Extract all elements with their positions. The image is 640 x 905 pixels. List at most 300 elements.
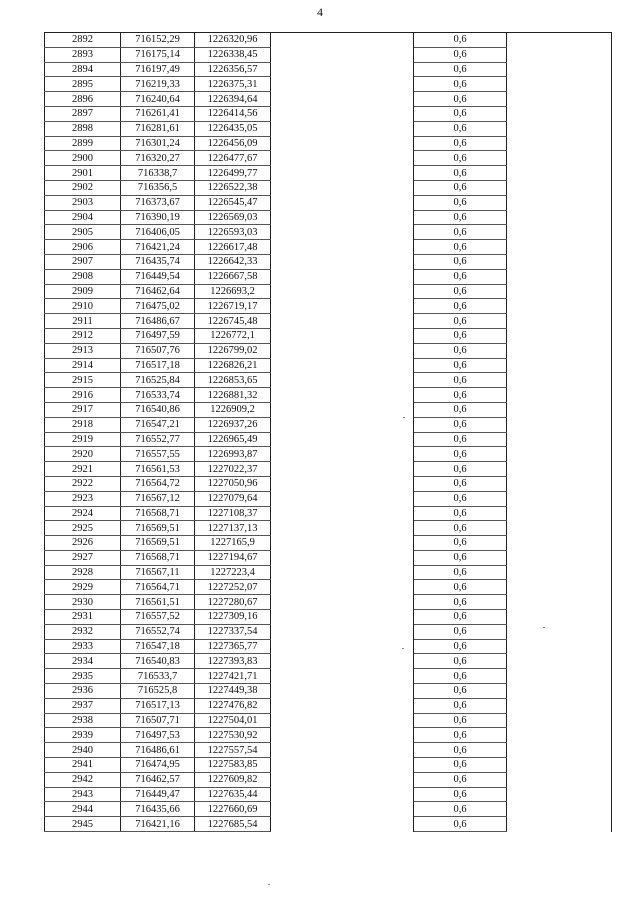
empty-cell [271, 669, 414, 684]
empty-cell [507, 624, 612, 639]
x-coordinate-cell: 716568,71 [121, 550, 195, 565]
y-coordinate-cell: 1226881,32 [195, 388, 271, 403]
empty-cell [507, 166, 612, 181]
point-number-cell: 2906 [45, 240, 121, 255]
y-coordinate-cell: 1226909,2 [195, 402, 271, 417]
y-coordinate-cell: 1226853,65 [195, 373, 271, 388]
value-cell: 0,6 [414, 299, 507, 314]
x-coordinate-cell: 716561,51 [121, 595, 195, 610]
value-cell: 0,6 [414, 151, 507, 166]
value-cell: 0,6 [414, 817, 507, 832]
value-cell: 0,6 [414, 47, 507, 62]
empty-cell [507, 447, 612, 462]
table-row [45, 565, 612, 580]
x-coordinate-cell: 716449,54 [121, 269, 195, 284]
empty-cell [271, 713, 414, 728]
y-coordinate-cell: 1227365,77 [195, 639, 271, 654]
table-row [45, 580, 612, 595]
table-row [45, 343, 612, 358]
empty-cell [271, 580, 414, 595]
empty-cell [271, 639, 414, 654]
x-coordinate-cell: 716301,24 [121, 136, 195, 151]
y-coordinate-cell: 1226477,67 [195, 151, 271, 166]
point-number-cell: 2927 [45, 550, 121, 565]
point-number-cell: 2898 [45, 121, 121, 136]
empty-cell [507, 713, 612, 728]
x-coordinate-cell: 716525,8 [121, 684, 195, 699]
x-coordinate-cell: 716557,52 [121, 610, 195, 625]
y-coordinate-cell: 1227660,69 [195, 802, 271, 817]
empty-cell [271, 402, 414, 417]
y-coordinate-cell: 1227583,85 [195, 758, 271, 773]
x-coordinate-cell: 716486,61 [121, 743, 195, 758]
point-number-cell: 2932 [45, 624, 121, 639]
value-cell: 0,6 [414, 447, 507, 462]
y-coordinate-cell: 1227309,16 [195, 610, 271, 625]
point-number-cell: 2938 [45, 713, 121, 728]
empty-cell [271, 787, 414, 802]
empty-cell [271, 743, 414, 758]
empty-cell [271, 610, 414, 625]
table-row [45, 476, 612, 491]
y-coordinate-cell: 1226320,96 [195, 33, 271, 48]
value-cell: 0,6 [414, 254, 507, 269]
empty-cell [271, 47, 414, 62]
y-coordinate-cell: 1227194,67 [195, 550, 271, 565]
table-row [45, 314, 612, 329]
point-number-cell: 2944 [45, 802, 121, 817]
point-number-cell: 2930 [45, 595, 121, 610]
empty-cell [271, 491, 414, 506]
x-coordinate-cell: 716486,67 [121, 314, 195, 329]
empty-cell [507, 240, 612, 255]
x-coordinate-cell: 716475,02 [121, 299, 195, 314]
value-cell: 0,6 [414, 565, 507, 580]
table-row [45, 269, 612, 284]
y-coordinate-cell: 1227685,54 [195, 817, 271, 832]
empty-cell [271, 136, 414, 151]
table-row [45, 610, 612, 625]
value-cell: 0,6 [414, 180, 507, 195]
empty-cell [507, 462, 612, 477]
x-coordinate-cell: 716356,5 [121, 180, 195, 195]
x-coordinate-cell: 716564,72 [121, 476, 195, 491]
empty-cell [271, 550, 414, 565]
empty-cell [507, 314, 612, 329]
value-cell: 0,6 [414, 358, 507, 373]
point-number-cell: 2897 [45, 106, 121, 121]
y-coordinate-cell: 1227022,37 [195, 462, 271, 477]
empty-cell [271, 432, 414, 447]
y-coordinate-cell: 1226937,26 [195, 417, 271, 432]
value-cell: 0,6 [414, 284, 507, 299]
empty-cell [507, 417, 612, 432]
y-coordinate-cell: 1227530,92 [195, 728, 271, 743]
value-cell: 0,6 [414, 136, 507, 151]
x-coordinate-cell: 716175,14 [121, 47, 195, 62]
value-cell: 0,6 [414, 610, 507, 625]
point-number-cell: 2893 [45, 47, 121, 62]
empty-cell [507, 743, 612, 758]
point-number-cell: 2929 [45, 580, 121, 595]
empty-cell [271, 417, 414, 432]
value-cell: 0,6 [414, 624, 507, 639]
point-number-cell: 2920 [45, 447, 121, 462]
y-coordinate-cell: 1226435,05 [195, 121, 271, 136]
y-coordinate-cell: 1227079,64 [195, 491, 271, 506]
table-row [45, 388, 612, 403]
x-coordinate-cell: 716281,61 [121, 121, 195, 136]
empty-cell [507, 106, 612, 121]
point-number-cell: 2922 [45, 476, 121, 491]
table-row [45, 417, 612, 432]
empty-cell [271, 151, 414, 166]
y-coordinate-cell: 1226338,45 [195, 47, 271, 62]
table-row [45, 373, 612, 388]
scan-speck [403, 417, 405, 418]
y-coordinate-cell: 1226993,87 [195, 447, 271, 462]
empty-cell [271, 654, 414, 669]
y-coordinate-cell: 1227421,71 [195, 669, 271, 684]
x-coordinate-cell: 716435,66 [121, 802, 195, 817]
value-cell: 0,6 [414, 314, 507, 329]
empty-cell [507, 62, 612, 77]
y-coordinate-cell: 1226965,49 [195, 432, 271, 447]
table-row [45, 639, 612, 654]
empty-cell [507, 136, 612, 151]
point-number-cell: 2914 [45, 358, 121, 373]
y-coordinate-cell: 1227557,54 [195, 743, 271, 758]
point-number-cell: 2923 [45, 491, 121, 506]
value-cell: 0,6 [414, 713, 507, 728]
empty-cell [507, 610, 612, 625]
empty-cell [507, 210, 612, 225]
empty-cell [271, 299, 414, 314]
x-coordinate-cell: 716390,19 [121, 210, 195, 225]
y-coordinate-cell: 1226522,38 [195, 180, 271, 195]
x-coordinate-cell: 716564,71 [121, 580, 195, 595]
y-coordinate-cell: 1226772,1 [195, 328, 271, 343]
value-cell: 0,6 [414, 476, 507, 491]
empty-cell [507, 121, 612, 136]
y-coordinate-cell: 1226826,21 [195, 358, 271, 373]
empty-cell [271, 225, 414, 240]
x-coordinate-cell: 716462,57 [121, 772, 195, 787]
point-number-cell: 2913 [45, 343, 121, 358]
empty-cell [271, 521, 414, 536]
empty-cell [271, 476, 414, 491]
y-coordinate-cell: 1226593,03 [195, 225, 271, 240]
value-cell: 0,6 [414, 536, 507, 551]
x-coordinate-cell: 716497,53 [121, 728, 195, 743]
y-coordinate-cell: 1226693,2 [195, 284, 271, 299]
value-cell: 0,6 [414, 92, 507, 107]
table-row [45, 358, 612, 373]
value-cell: 0,6 [414, 388, 507, 403]
point-number-cell: 2936 [45, 684, 121, 699]
y-coordinate-cell: 1226799,02 [195, 343, 271, 358]
empty-cell [507, 787, 612, 802]
x-coordinate-cell: 716240,64 [121, 92, 195, 107]
table-row [45, 402, 612, 417]
y-coordinate-cell: 1227449,38 [195, 684, 271, 699]
y-coordinate-cell: 1227635,44 [195, 787, 271, 802]
empty-cell [271, 506, 414, 521]
table-row [45, 121, 612, 136]
empty-cell [271, 106, 414, 121]
point-number-cell: 2943 [45, 787, 121, 802]
value-cell: 0,6 [414, 269, 507, 284]
x-coordinate-cell: 716497,59 [121, 328, 195, 343]
table-row [45, 47, 612, 62]
value-cell: 0,6 [414, 417, 507, 432]
point-number-cell: 2905 [45, 225, 121, 240]
empty-cell [271, 358, 414, 373]
value-cell: 0,6 [414, 77, 507, 92]
value-cell: 0,6 [414, 225, 507, 240]
y-coordinate-cell: 1227280,67 [195, 595, 271, 610]
page-number: 4 [317, 5, 323, 19]
x-coordinate-cell: 716474,95 [121, 758, 195, 773]
y-coordinate-cell: 1227108,37 [195, 506, 271, 521]
table-row [45, 33, 612, 48]
table-row [45, 491, 612, 506]
y-coordinate-cell: 1227252,07 [195, 580, 271, 595]
table-row [45, 77, 612, 92]
x-coordinate-cell: 716568,71 [121, 506, 195, 521]
table-row [45, 713, 612, 728]
empty-cell [507, 284, 612, 299]
value-cell: 0,6 [414, 787, 507, 802]
x-coordinate-cell: 716373,67 [121, 195, 195, 210]
value-cell: 0,6 [414, 669, 507, 684]
point-number-cell: 2903 [45, 195, 121, 210]
point-number-cell: 2896 [45, 92, 121, 107]
y-coordinate-cell: 1227609,82 [195, 772, 271, 787]
empty-cell [507, 521, 612, 536]
empty-cell [271, 698, 414, 713]
empty-cell [507, 506, 612, 521]
point-number-cell: 2900 [45, 151, 121, 166]
table-row [45, 180, 612, 195]
x-coordinate-cell: 716540,86 [121, 402, 195, 417]
point-number-cell: 2915 [45, 373, 121, 388]
value-cell: 0,6 [414, 550, 507, 565]
point-number-cell: 2894 [45, 62, 121, 77]
empty-cell [271, 328, 414, 343]
empty-cell [507, 33, 612, 48]
empty-cell [271, 595, 414, 610]
coordinates-table [44, 32, 612, 832]
value-cell: 0,6 [414, 166, 507, 181]
point-number-cell: 2910 [45, 299, 121, 314]
table-row [45, 772, 612, 787]
point-number-cell: 2892 [45, 33, 121, 48]
y-coordinate-cell: 1226719,17 [195, 299, 271, 314]
value-cell: 0,6 [414, 432, 507, 447]
empty-cell [271, 758, 414, 773]
value-cell: 0,6 [414, 462, 507, 477]
value-cell: 0,6 [414, 639, 507, 654]
y-coordinate-cell: 1226456,09 [195, 136, 271, 151]
x-coordinate-cell: 716540,83 [121, 654, 195, 669]
empty-cell [271, 343, 414, 358]
point-number-cell: 2918 [45, 417, 121, 432]
y-coordinate-cell: 1226545,47 [195, 195, 271, 210]
table-row [45, 210, 612, 225]
empty-cell [507, 491, 612, 506]
empty-cell [271, 373, 414, 388]
empty-cell [507, 254, 612, 269]
table-row [45, 432, 612, 447]
table-row [45, 743, 612, 758]
empty-cell [507, 772, 612, 787]
scan-speck [402, 648, 404, 649]
table-row [45, 462, 612, 477]
value-cell: 0,6 [414, 698, 507, 713]
empty-cell [507, 565, 612, 580]
value-cell: 0,6 [414, 402, 507, 417]
empty-cell [271, 166, 414, 181]
point-number-cell: 2940 [45, 743, 121, 758]
table-row [45, 284, 612, 299]
value-cell: 0,6 [414, 106, 507, 121]
empty-cell [271, 314, 414, 329]
empty-cell [271, 121, 414, 136]
empty-cell [507, 328, 612, 343]
x-coordinate-cell: 716552,77 [121, 432, 195, 447]
empty-cell [507, 373, 612, 388]
x-coordinate-cell: 716547,18 [121, 639, 195, 654]
empty-cell [271, 624, 414, 639]
empty-cell [271, 536, 414, 551]
table-row [45, 195, 612, 210]
empty-cell [271, 462, 414, 477]
point-number-cell: 2895 [45, 77, 121, 92]
empty-cell [507, 388, 612, 403]
x-coordinate-cell: 716525,84 [121, 373, 195, 388]
value-cell: 0,6 [414, 343, 507, 358]
table-row [45, 299, 612, 314]
point-number-cell: 2902 [45, 180, 121, 195]
table-row [45, 136, 612, 151]
value-cell: 0,6 [414, 121, 507, 136]
empty-cell [271, 802, 414, 817]
table-row [45, 151, 612, 166]
empty-cell [271, 33, 414, 48]
point-number-cell: 2899 [45, 136, 121, 151]
table-row [45, 624, 612, 639]
x-coordinate-cell: 716507,71 [121, 713, 195, 728]
empty-cell [271, 195, 414, 210]
empty-cell [507, 802, 612, 817]
x-coordinate-cell: 716462,64 [121, 284, 195, 299]
x-coordinate-cell: 716567,11 [121, 565, 195, 580]
table-row [45, 447, 612, 462]
x-coordinate-cell: 716517,18 [121, 358, 195, 373]
point-number-cell: 2911 [45, 314, 121, 329]
value-cell: 0,6 [414, 506, 507, 521]
empty-cell [271, 240, 414, 255]
empty-cell [271, 92, 414, 107]
point-number-cell: 2937 [45, 698, 121, 713]
x-coordinate-cell: 716219,33 [121, 77, 195, 92]
empty-cell [507, 77, 612, 92]
empty-cell [271, 447, 414, 462]
y-coordinate-cell: 1227504,01 [195, 713, 271, 728]
empty-cell [507, 698, 612, 713]
empty-cell [271, 62, 414, 77]
empty-cell [507, 476, 612, 491]
y-coordinate-cell: 1227337,54 [195, 624, 271, 639]
x-coordinate-cell: 716320,27 [121, 151, 195, 166]
y-coordinate-cell: 1227165,9 [195, 536, 271, 551]
empty-cell [507, 432, 612, 447]
point-number-cell: 2907 [45, 254, 121, 269]
y-coordinate-cell: 1226375,31 [195, 77, 271, 92]
point-number-cell: 2926 [45, 536, 121, 551]
y-coordinate-cell: 1226667,58 [195, 269, 271, 284]
table-row [45, 817, 612, 832]
table-row [45, 787, 612, 802]
empty-cell [507, 343, 612, 358]
table-row [45, 536, 612, 551]
x-coordinate-cell: 716547,21 [121, 417, 195, 432]
empty-cell [507, 402, 612, 417]
empty-cell [271, 269, 414, 284]
value-cell: 0,6 [414, 802, 507, 817]
value-cell: 0,6 [414, 580, 507, 595]
empty-cell [271, 284, 414, 299]
point-number-cell: 2925 [45, 521, 121, 536]
y-coordinate-cell: 1226642,33 [195, 254, 271, 269]
x-coordinate-cell: 716561,53 [121, 462, 195, 477]
value-cell: 0,6 [414, 210, 507, 225]
table-row [45, 240, 612, 255]
table-row [45, 802, 612, 817]
empty-cell [507, 758, 612, 773]
table-row [45, 225, 612, 240]
point-number-cell: 2934 [45, 654, 121, 669]
value-cell: 0,6 [414, 491, 507, 506]
value-cell: 0,6 [414, 33, 507, 48]
empty-cell [507, 639, 612, 654]
x-coordinate-cell: 716261,41 [121, 106, 195, 121]
x-coordinate-cell: 716152,29 [121, 33, 195, 48]
x-coordinate-cell: 716557,55 [121, 447, 195, 462]
empty-cell [507, 195, 612, 210]
value-cell: 0,6 [414, 328, 507, 343]
empty-cell [271, 728, 414, 743]
empty-cell [507, 151, 612, 166]
point-number-cell: 2939 [45, 728, 121, 743]
point-number-cell: 2942 [45, 772, 121, 787]
table-row [45, 166, 612, 181]
x-coordinate-cell: 716421,24 [121, 240, 195, 255]
empty-cell [271, 77, 414, 92]
point-number-cell: 2941 [45, 758, 121, 773]
empty-cell [507, 654, 612, 669]
empty-cell [271, 388, 414, 403]
point-number-cell: 2919 [45, 432, 121, 447]
scan-speck [268, 884, 270, 885]
scan-speck [543, 627, 545, 628]
empty-cell [507, 358, 612, 373]
x-coordinate-cell: 716533,74 [121, 388, 195, 403]
table-body [45, 33, 612, 832]
x-coordinate-cell: 716533,7 [121, 669, 195, 684]
x-coordinate-cell: 716406,05 [121, 225, 195, 240]
